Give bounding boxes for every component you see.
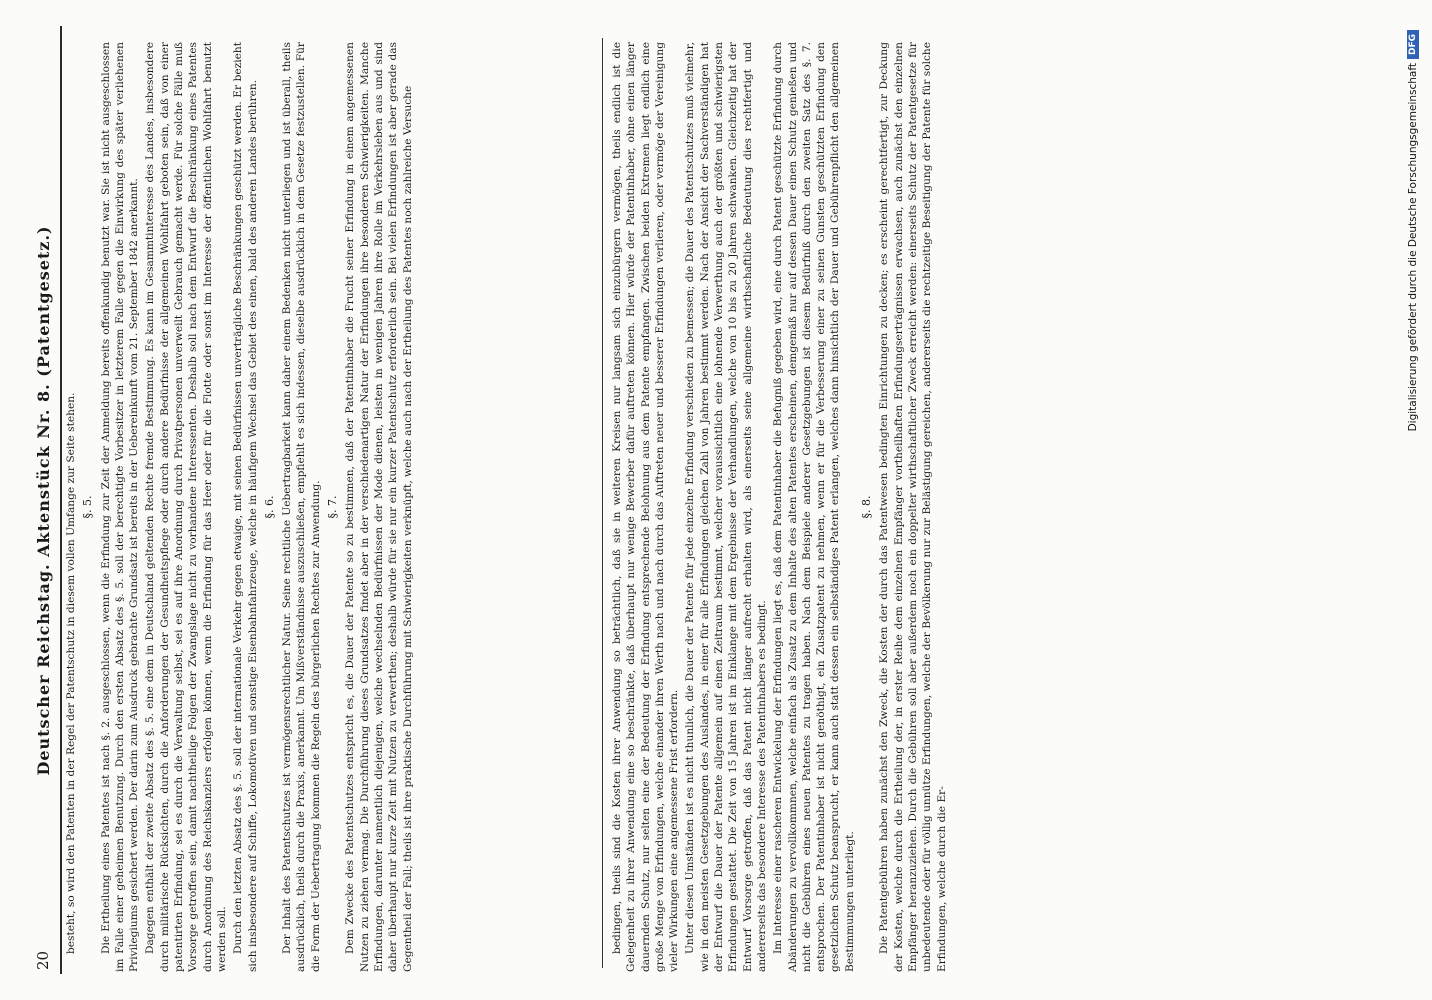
section-heading: §. 7. [326, 495, 340, 519]
section-heading: §. 6. [262, 495, 276, 519]
text-column-1 [64, 42, 584, 972]
paragraph: Unter diesen Umständen ist es nicht thunlich, die Dauer der Patente für jede einzelne Erfindung verschieden zu bemessen; die Dauer des Patentschutzes muß vielmehr, wie in den meisten Gesetzgebungen des Auslandes, in einer für alle Erfindungen gleichen Zahl von Jahren bestimmt werden. Nach der Ansicht der Sachverständigen hat der Entwurf die Dauer der Patente allgemein auf einen Zeitraum bestimmt, welcher voraussichtlich eine lohnende Verwerthung auch der größten und schwierigsten Erfindungen gestattet. Die Zeit von 15 Jahren ist im Einklange mit dem Ergebnisse der Verhandlungen, welche von 10 bis zu 20 Jahren schwanken. Gleichzeitig hat der Entwurf Vorsorge getroffen, daß das Patent nicht länger aufrecht erhalten wird, als einerseits seine allgemeine wirthschaftliche Bedeutung dies rechtfertigt und andererseits das besondere Interesse des Patentinhabers es bedingt. [684, 42, 768, 972]
dfg-logo: DFG [1407, 30, 1419, 59]
paragraph: Die Ertheilung eines Patentes ist nach §. 2. ausgeschlossen, wenn die Erfindung zur Zeit der Anmeldung bereits offenkundig benutzt war. Sie ist nicht ausgeschlossen im Falle einer geheimen Benutzung. Durch den ersten Absatz des §. 5. soll der berechtigte Vorbesitzer in letzterem Falle gegen die Einwirkung des später verliehenen Privilegiums gesichert werden. Der darin zum Ausdruck gebrachte Grundsatz ist bereits in der Uebereinkunft vom 21. September 1842 anerkannt. [99, 42, 141, 972]
page-number: 20 [34, 950, 52, 970]
section-heading: §. 8. [860, 495, 874, 519]
digitization-credit [1400, 30, 1426, 990]
paragraph: bedingen, theils sind die Kosten ihrer Anwendung so beträchtlich, daß sie in weiteren Kreisen nur langsam sich einzubürgern vermögen, theils endlich ist die Gelegenheit zu ihrer Anwendung eine so beschränkte, daß überhaupt nur wenige Bewerber dafür auftreten können. Hier würde der Patentinhaber, ohne einen länger dauernden Schutz, nur selten eine der Bedeutung der Erfindung entsprechende Belohnung aus dem Patente empfangen. Zwischen beiden Extremen liegt endlich eine große Menge von Erfindungen, welche einander ihren Werth nach und nach durch das Auftreten neuer und besserer Erfindungen verlieren, oder vermöge der Vereinigung vieler Wirkungen eine angemessene Frist erfordern. [611, 42, 681, 972]
text-column-2 [610, 42, 1150, 972]
page-title: Deutscher Reichstag. Aktenstück Nr. 8. (Patentgesetz.) [33, 225, 53, 776]
paragraph: besteht, so wird den Patenten in der Regel der Patentschutz in diesem vollen Umfange zur Seite stehen. [65, 392, 77, 954]
paragraph: Im Interesse einer rascheren Entwickelung der Erfindungen liegt es, daß dem Patentinhaber die Befugniß gegeben wird, eine durch Patent geschützte Erfindung durch Abänderungen zu vervollkommnen, welche einfach als Zusatz zu dem Inhalte des alten Patentes erscheinen, demgemäß nur auf dessen Dauer einen Schutz genießen und nicht die Gebühren eines neuen Patentes zu tragen haben. Nach dem Beispiele anderer Gesetzgebungen ist diesem Bedürfniß durch den zweiten Satz des §. 7. entsprochen. Der Patentinhaber ist nicht genöthigt, ein Zusatzpatent zu nehmen, wenn er für die Verbesserung einer zu seinen Gunsten geschützten Erfindung den gesetzlichen Schutz beansprucht, er kann auch statt dessen ein selbständiges Patent erlangen, welches dann hinsichtlich der Dauer und Gebührenpflicht den allgemeinen Bestimmungen unterliegt. [772, 42, 856, 972]
section-heading: §. 5. [81, 495, 95, 519]
paragraph: Dagegen enthält der zweite Absatz des §. 5. eine dem in Deutschland geltenden Rechte fremde Bestimmung. Es kann im Gesammtinteresse des Landes, insbesondere durch militärische Rücksichten, durch die Anforderungen der Gesundheitspflege oder durch andere Bedürfnisse der allgemeinen Wohlfahrt geboten sein, daß von einer patentirten Erfindung, sei es durch die Verwaltung selbst, sei es auf ihre Anordnung durch Privatpersonen unverweilt Gebrauch gemacht werde. Für solche Fälle muß Vorsorge getroffen sein, damit nachtheilige Folgen der Zwangslage nicht zu vorhandene Interessenten. Deshalb soll nach dem Entwurf die Beschränkung eines Patentes durch Anordnung des Reichskanzlers erfolgen können, wenn die Erfindung für das Heer oder für die Flotte oder sonst im Interesse der öffentlichen Wohlfahrt benutzt werden soll. [144, 42, 228, 972]
page-header [26, 30, 60, 970]
column-divider [602, 38, 603, 968]
paragraph: Der Inhalt des Patentschutzes ist vermögensrechtlicher Natur. Seine rechtliche Uebertragbarkeit kann daher einem Bedenken nicht unterliegen und ist überall, theils ausdrücklich, theils durch die Praxis, anerkannt. Um Mißverständnisse auszuschließen, empfiehlt es sich indessen, dieselbe ausdrücklich in dem Gesetze festzustellen. Für die Form der Uebertragung kommen die Regeln des bürgerlichen Rechtes zur Anwendung. [281, 42, 322, 972]
paragraph: Die Patentgebühren haben zunächst den Zweck, die Kosten der durch das Patentwesen bedingten Einrichtungen zu decken; es erscheint gerechtfertigt, zur Deckung der Kosten, welche durch die Ertheilung der, in erster Reihe dem einzelnen Empfänger vortheilhaften Erfindungserträgnissen erwachsen, auch zunächst den einzelnen Empfänger heranzuziehen. Durch die Gebühren soll aber außerdem noch ein doppelter wirthschaftlicher Zweck erreicht werden: einerseits Schutz der Patentgesetze für unbedeutende oder für völlig unnütze Erfindungen, welche der Bevölkerung nur zur Belästigung gereichen, andererseits die rechtzeitige Beseitigung der Patente für solche Erfindungen, welche durch die Er- [878, 42, 948, 972]
paragraph: Durch den letzten Absatz des §. 5. soll der internationale Verkehr gegen etwaige, mit seinen Bedürfnissen unverträgliche Beschränkungen geschützt werden. Er bezieht sich insbesondere auf Schiffe, Lokomotiven und sonstige Eisenbahnfahrzeuge, welche in häufigem Wechsel das Gebiet des einen, bald des anderen Landes berühren. [232, 42, 259, 972]
credit-text: Digitalisierung gefördert durch die Deutsche Forschungsgemeinschaft [1407, 63, 1419, 432]
header-rule [60, 26, 62, 974]
paragraph: Dem Zwecke des Patentschutzes entspricht es, die Dauer der Patente so zu bestimmen, daß der Patentinhaber die Frucht seiner Erfindung in einem angemessenen Nutzen zu ziehen vermag. Die Durchführung dieses Grundsatzes findet aber in der verschiedenartigen Natur der Erfindungen ihre besonderen Schwierigkeiten. Manche Erfindungen, darunter namentlich diejenigen, welche wechselnden Bedürfnissen der Mode dienen, leisten in wenigen Jahren ihre Rolle im Verkehrsleben aus und sind daher überhaupt nur kurze Zeit mit Nutzen zu verwerthen; deshalb würde für sie nur ein kurzer Patentschutz erforderlich sein. Bei vielen Erfindungen ist aber gerade das Gegentheil der Fall; theils ist ihre praktische Durchführung mit Schwierigkeiten verknüpft, welche auch nach der Ertheilung des Patentes noch zahlreiche Versuche [344, 42, 414, 972]
